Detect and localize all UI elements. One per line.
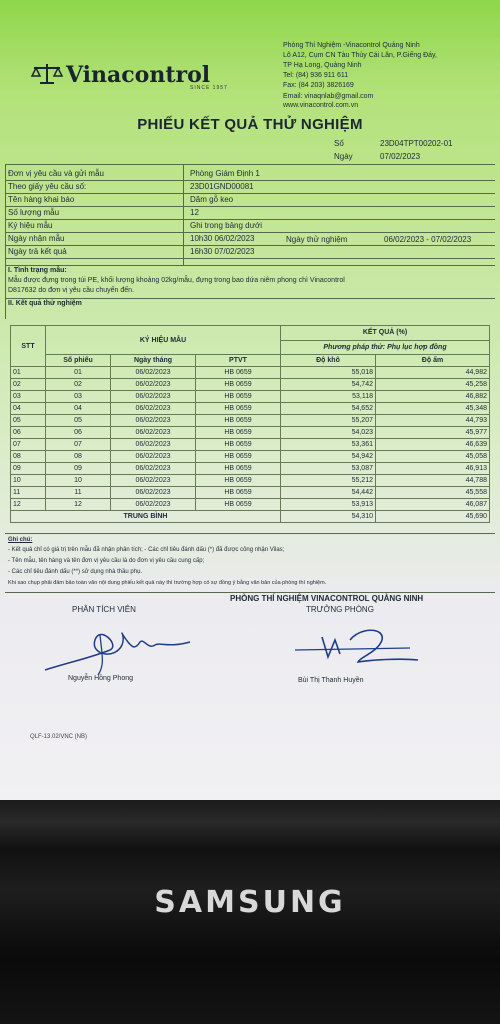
table-row [11, 427, 490, 439]
cell-dryness: 54,942 [281, 451, 376, 463]
info-label: Tên hàng khai báo [8, 195, 75, 204]
cell-vehicle: HB 0659 [196, 475, 281, 487]
col-dryness: Độ khô [281, 355, 376, 367]
cell-vehicle: HB 0659 [196, 487, 281, 499]
cell-sheet-no: 07 [46, 439, 111, 451]
info-label: Ngày nhận mẫu [8, 234, 65, 243]
cell-vehicle: HB 0659 [196, 415, 281, 427]
cell-date: 06/02/2023 [111, 499, 196, 511]
head-role: TRƯỞNG PHÒNG [306, 605, 374, 614]
average-label: TRUNG BÌNH [11, 511, 281, 523]
cell-date: 06/02/2023 [111, 391, 196, 403]
cell-date: 06/02/2023 [111, 403, 196, 415]
table-row [11, 379, 490, 391]
cell-vehicle: HB 0659 [196, 403, 281, 415]
table-row [11, 499, 490, 511]
cell-dryness: 53,361 [281, 439, 376, 451]
report-number: 23D04TPT00202-01 [380, 139, 453, 148]
cell-dryness: 55,212 [281, 475, 376, 487]
section-sample-status-title: I. Tình trạng mẫu: [8, 267, 67, 274]
cell-sheet-no: 03 [46, 391, 111, 403]
head-signature [290, 622, 430, 672]
cell-date: 06/02/2023 [111, 367, 196, 379]
cell-stt: 01 [11, 367, 46, 379]
cell-sheet-no: 09 [46, 463, 111, 475]
cell-sheet-no: 01 [46, 367, 111, 379]
col-date: Ngày tháng [111, 355, 196, 367]
cell-stt: 07 [11, 439, 46, 451]
table-row [11, 487, 490, 499]
cell-moisture: 45,348 [376, 403, 490, 415]
average-dryness: 54,310 [281, 511, 376, 523]
table-row [11, 415, 490, 427]
info-label: Theo giấy yêu cầu số: [8, 182, 87, 191]
cell-moisture: 45,058 [376, 451, 490, 463]
monitor-brand-logo: SAMSUNG [154, 885, 346, 920]
cell-stt: 08 [11, 451, 46, 463]
report-date-label: Ngày [334, 152, 353, 161]
notes-title: Ghi chú: [8, 537, 33, 543]
cell-dryness: 54,742 [281, 379, 376, 391]
info-label: Ngày trả kết quả [8, 247, 67, 256]
cell-dryness: 55,018 [281, 367, 376, 379]
cell-dryness: 54,442 [281, 487, 376, 499]
cell-vehicle: HB 0659 [196, 427, 281, 439]
report-number-label: Số [334, 139, 344, 148]
cell-moisture: 46,087 [376, 499, 490, 511]
cell-sheet-no: 08 [46, 451, 111, 463]
info-value: Ghi trong bảng dưới [190, 221, 262, 230]
logo-wordmark: Vinacontrol [66, 62, 211, 88]
cell-dryness: 53,118 [281, 391, 376, 403]
cell-moisture: 46,913 [376, 463, 490, 475]
info-value: 10h30 06/02/2023 [190, 234, 255, 243]
cell-dryness: 53,913 [281, 499, 376, 511]
lab-address-2: TP Hạ Long, Quảng Ninh [283, 62, 362, 69]
cell-vehicle: HB 0659 [196, 499, 281, 511]
table-row [11, 439, 490, 451]
table-row [11, 463, 490, 475]
lab-fax: Fax: (84 203) 3826169 [283, 82, 354, 89]
col-method: Phương pháp thử: Phụ lục hợp đồng [281, 340, 490, 355]
col-vehicle: PTVT [196, 355, 281, 367]
cell-stt: 11 [11, 487, 46, 499]
lab-website: www.vinacontrol.com.vn [283, 102, 359, 109]
cell-sheet-no: 12 [46, 499, 111, 511]
col-stt: STT [11, 326, 46, 367]
info-value: Dăm gỗ keo [190, 195, 234, 204]
cell-dryness: 53,087 [281, 463, 376, 475]
average-moisture: 45,690 [376, 511, 490, 523]
cell-date: 06/02/2023 [111, 415, 196, 427]
cell-moisture: 46,882 [376, 391, 490, 403]
table-row [11, 367, 490, 379]
cell-moisture: 44,793 [376, 415, 490, 427]
lab-tel: Tel: (84) 936 911 611 [283, 72, 349, 79]
note-3: - Các chỉ tiêu đánh dấu (**) sử dụng nhà thầu phụ. [8, 569, 143, 575]
info-value: 16h30 07/02/2023 [190, 247, 255, 256]
cell-date: 06/02/2023 [111, 427, 196, 439]
note-4: Khi sao chụp phải đảm bảo toàn văn nội dung phiếu kết quả này thì trường hợp có sự đồng ý bằng văn bản của phòng thí nghiệm. [8, 580, 327, 586]
cell-sheet-no: 05 [46, 415, 111, 427]
cell-moisture: 45,558 [376, 487, 490, 499]
cell-stt: 06 [11, 427, 46, 439]
head-name: Bùi Thị Thanh Huyền [298, 677, 364, 684]
cell-moisture: 45,977 [376, 427, 490, 439]
info-value: Phòng Giám Định 1 [190, 169, 260, 178]
cell-stt: 05 [11, 415, 46, 427]
cell-moisture: 46,639 [376, 439, 490, 451]
cell-moisture: 44,982 [376, 367, 490, 379]
cell-vehicle: HB 0659 [196, 367, 281, 379]
col-sample-id: KÝ HIỆU MẪU [46, 326, 281, 355]
cell-vehicle: HB 0659 [196, 391, 281, 403]
results-table [10, 325, 490, 523]
cell-sheet-no: 02 [46, 379, 111, 391]
cell-stt: 10 [11, 475, 46, 487]
section-results-title: II. Kết quả thử nghiệm [8, 300, 82, 307]
lab-address-1: Lô A12, Cụm CN Tàu Thủy Cái Lân, P.Giếng Đáy, [283, 52, 437, 59]
note-2: - Tên mẫu, tên hàng và tên đơn vị yêu cầu là do đơn vị yêu cầu cung cấp; [8, 558, 205, 564]
cell-date: 06/02/2023 [111, 487, 196, 499]
cell-vehicle: HB 0659 [196, 463, 281, 475]
cell-stt: 04 [11, 403, 46, 415]
vinacontrol-logo-icon [30, 62, 64, 86]
cell-stt: 03 [11, 391, 46, 403]
report-date: 07/02/2023 [380, 152, 421, 161]
col-moisture: Độ ẩm [376, 355, 490, 367]
document-title: PHIẾU KẾT QUẢ THỬ NGHIỆM [137, 116, 363, 133]
cell-vehicle: HB 0659 [196, 451, 281, 463]
col-sheet-no: Số phiếu [46, 355, 111, 367]
lab-name: Phòng Thí Nghiệm -Vinacontrol Quảng Ninh [283, 42, 420, 49]
cell-vehicle: HB 0659 [196, 439, 281, 451]
results-body [11, 367, 490, 511]
analyst-signature [40, 620, 200, 680]
cell-date: 06/02/2023 [111, 451, 196, 463]
cell-stt: 09 [11, 463, 46, 475]
info-label: Số lượng mẫu [8, 208, 60, 217]
cell-moisture: 44,788 [376, 475, 490, 487]
info-label: Đơn vị yêu cầu và gửi mẫu [8, 169, 104, 178]
table-row [11, 451, 490, 463]
note-1: - Kết quả chỉ có giá trị trên mẫu đã nhận phân tích; - Các chỉ tiêu đánh dấu (*) đã được công nhận Vilas; [8, 547, 285, 553]
section-sample-status-text-1: Mẫu được đựng trong túi PE, khối lượng khoảng 02kg/mẫu, đựng trong bao dứa niêm phong chì Vinacontrol [8, 277, 345, 284]
form-code: QLF-13.02/VNC (NB) [30, 734, 88, 740]
cell-vehicle: HB 0659 [196, 379, 281, 391]
signature-org: PHÒNG THÍ NGHIỆM VINACONTROL QUẢNG NINH [230, 594, 424, 603]
logo-since: SINCE 1957 [190, 85, 228, 91]
cell-dryness: 54,023 [281, 427, 376, 439]
cell-sheet-no: 06 [46, 427, 111, 439]
cell-dryness: 54,652 [281, 403, 376, 415]
analyst-name: Nguyễn Hồng Phong [68, 675, 133, 682]
cell-sheet-no: 11 [46, 487, 111, 499]
table-row [11, 475, 490, 487]
table-row [11, 403, 490, 415]
info-value: 12 [190, 208, 199, 217]
cell-sheet-no: 10 [46, 475, 111, 487]
lab-email: Email: vinaqnlab@gmail.com [283, 93, 374, 100]
test-date-label: Ngày thử nghiệm [286, 235, 348, 244]
cell-dryness: 55,207 [281, 415, 376, 427]
cell-stt: 02 [11, 379, 46, 391]
info-label: Ký hiệu mẫu [8, 221, 53, 230]
cell-date: 06/02/2023 [111, 439, 196, 451]
info-value: 23D01GND00081 [190, 182, 254, 191]
section-sample-status-text-2: D817632 do đơn vị yêu cầu chuyển đến. [8, 287, 135, 294]
cell-sheet-no: 04 [46, 403, 111, 415]
test-date-value: 06/02/2023 - 07/02/2023 [384, 235, 472, 244]
table-row [11, 391, 490, 403]
cell-date: 06/02/2023 [111, 463, 196, 475]
analyst-role: PHÂN TÍCH VIÊN [72, 605, 136, 614]
col-result: KẾT QUẢ (%) [281, 326, 490, 341]
cell-moisture: 45,258 [376, 379, 490, 391]
cell-date: 06/02/2023 [111, 475, 196, 487]
cell-stt: 12 [11, 499, 46, 511]
cell-date: 06/02/2023 [111, 379, 196, 391]
